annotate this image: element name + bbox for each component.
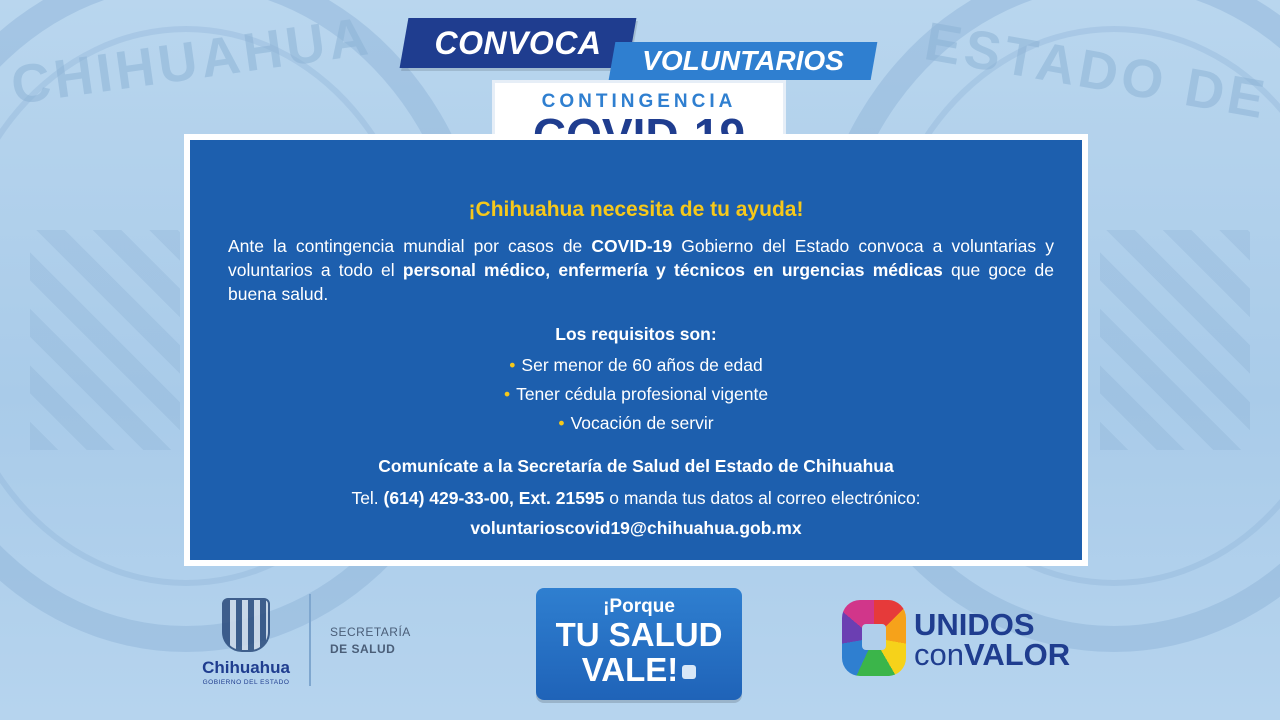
background-seal-left-text: CHIHUAHUA (7, 6, 376, 116)
convoca-text: CONVOCA (434, 25, 602, 61)
secretaria-line-2: DE SALUD (330, 642, 396, 656)
requirement-item (190, 380, 1082, 409)
valor-word: VALOR (963, 637, 1071, 672)
bullet-icon: • (503, 384, 511, 404)
requirement-item (190, 351, 1082, 380)
voluntarios-text: VOLUNTARIOS (642, 45, 844, 76)
requirements-list (190, 351, 1082, 438)
tu-salud-vale-badge (536, 588, 742, 700)
intro-text-2: Gobierno del Estado convoca a voluntarias y voluntarios a todo el (228, 236, 1054, 280)
intro-bold-1: COVID-19 (591, 236, 673, 256)
phone-line (190, 488, 1082, 509)
bullet-icon: • (509, 355, 516, 375)
email-address: voluntarioscovid19@chihuahua.gob.mx (470, 518, 802, 538)
intro-text-1: Ante la contingencia mundial por casos de (228, 236, 592, 256)
logo-divider (309, 594, 311, 686)
unidos-text (914, 607, 1071, 672)
requirements-title: Los requisitos son: (555, 324, 717, 344)
convoca-badge (400, 18, 637, 68)
con-word: con (914, 637, 964, 672)
requirement-text: Tener cédula profesional vigente (516, 384, 769, 404)
heart-map-icon (682, 665, 696, 679)
state-subtitle: GOBIERNO DEL ESTADO (202, 679, 290, 686)
contingencia-text: CONTINGENCIA (541, 91, 737, 112)
salud-line-1: ¡Porque (603, 596, 675, 617)
contact-line: Comunícate a la Secretaría de Salud del Estado de Chihuahua (378, 456, 894, 476)
colorful-map-icon (842, 600, 906, 676)
background-seal-right-text: ESTADO DE (920, 11, 1273, 131)
secretaria-line-1: SECRETARÍA (330, 625, 411, 639)
background-pattern-right (1100, 230, 1250, 450)
bullet-icon: • (558, 413, 565, 433)
panel-headline: ¡Chihuahua necesita de tu ayuda! (468, 198, 804, 221)
phone-number: (614) 429-33-00, Ext. 21595 (383, 488, 605, 508)
intro-text-3: que goce de buena salud. (228, 260, 1054, 304)
background-pattern-left (30, 230, 180, 450)
intro-paragraph (228, 234, 1054, 306)
tel-prefix: Tel. (351, 488, 384, 508)
unidos-word: UNIDOS (914, 607, 1035, 642)
requirement-text: Vocación de servir (570, 413, 714, 433)
intro-bold-2: personal médico, enfermería y técnicos en urgencias médicas (402, 260, 943, 280)
salud-line-3 (536, 652, 742, 688)
info-panel (184, 134, 1088, 566)
requirement-item (190, 409, 1082, 438)
tel-suffix: o manda tus datos al correo electrónico: (604, 488, 921, 508)
secretaria-salud-label (330, 624, 411, 658)
requirement-text: Ser menor de 60 años de edad (521, 355, 763, 375)
state-name: Chihuahua (202, 658, 290, 677)
voluntarios-badge (609, 42, 878, 80)
salud-line-2: TU SALUD (555, 616, 723, 653)
state-shield-icon (222, 598, 270, 652)
chihuahua-government-logo (196, 598, 296, 686)
salud-line-3-text: VALE! (581, 651, 679, 688)
